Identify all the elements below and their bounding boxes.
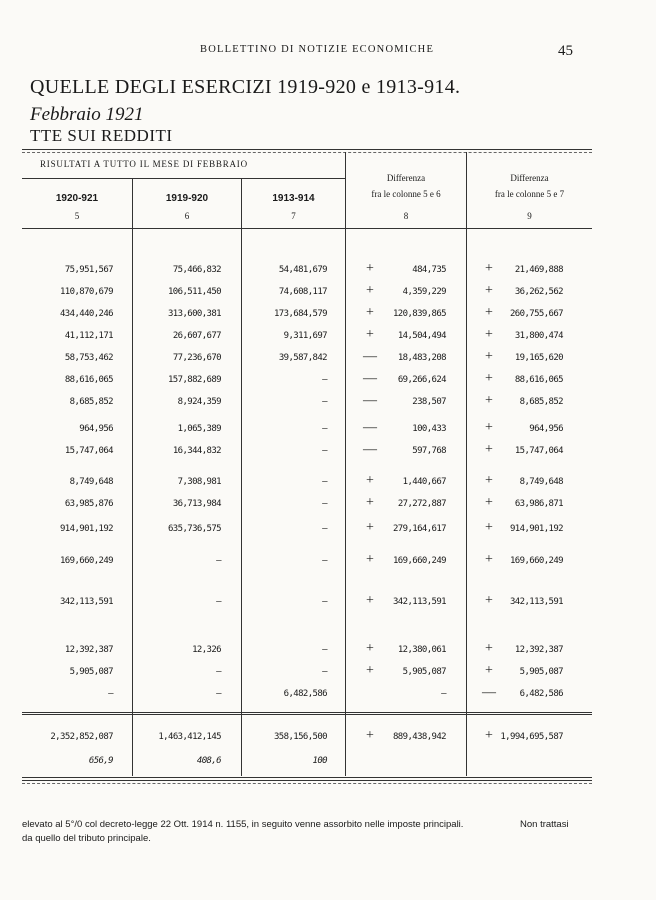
table-title: QUELLE DEGLI ESERCIZI 1919-920 e 1913-914.	[30, 76, 461, 98]
page-number: 45	[558, 43, 573, 59]
cell-diff-5-7: 36,262,562	[514, 287, 563, 297]
cell-diff-5-6: 342,113,591	[392, 597, 446, 607]
cell-diff-5-7: 21,469,888	[514, 265, 563, 275]
cell-1920-921: 2,352,852,087	[50, 732, 113, 742]
cell-1919-920: —	[216, 597, 221, 607]
cell-1913-914: 39,587,842	[278, 353, 327, 363]
footnote-line2: da quello del tributo principale.	[22, 833, 151, 844]
sign-diff-5-6: +	[366, 261, 374, 276]
sign-diff-5-7: +	[485, 283, 493, 298]
cell-diff-5-6: 69,266,624	[397, 375, 446, 385]
cell-diff-5-7: 8,685,852	[519, 397, 563, 407]
cell-1920-921: 110,870,679	[59, 287, 113, 297]
cell-1913-914: —	[322, 424, 327, 434]
cell-diff-5-6: 27,272,887	[397, 499, 446, 509]
cell-1913-914: —	[322, 375, 327, 385]
sign-diff-5-7: +	[485, 261, 493, 276]
cell-diff-5-6: 889,438,942	[392, 732, 446, 742]
cell-diff-5-6: —	[441, 689, 446, 699]
col-number-6: 6	[184, 211, 190, 221]
totals-rule	[22, 712, 592, 713]
sign-diff-5-6: +	[366, 663, 374, 678]
totals-rule-double	[22, 714, 592, 715]
cell-diff-5-6: 4,359,229	[402, 287, 446, 297]
sign-diff-5-6: —	[363, 420, 377, 435]
table-subtitle-tax: TTE SUI REDDITI	[30, 126, 173, 145]
sign-diff-5-6: —	[363, 442, 377, 457]
footnote-line1-right: Non trattasi	[520, 819, 569, 830]
cell-diff-5-7: 342,113,591	[509, 597, 563, 607]
sign-diff-5-7: +	[485, 495, 493, 510]
sign-diff-5-7: +	[485, 442, 493, 457]
cell-diff-5-7: 169,660,249	[509, 556, 563, 566]
cell-diff-5-6: 120,839,865	[392, 309, 446, 319]
cell-1920-921: 58,753,462	[64, 353, 113, 363]
cell-1920-921: 63,985,876	[64, 499, 113, 509]
col-divider	[345, 152, 346, 776]
sign-diff-5-7: +	[485, 552, 493, 567]
col-header-8-sub: fra le colonne 5 e 6	[371, 189, 441, 199]
top-rule	[22, 149, 592, 150]
cell-1919-920: 12,326	[192, 645, 221, 655]
sign-diff-5-7: +	[485, 305, 493, 320]
cell-1920-921: 75,951,567	[64, 265, 113, 275]
sign-diff-5-6: —	[363, 349, 377, 364]
sign-diff-5-6: +	[366, 641, 374, 656]
bottom-rule-dashed	[22, 783, 592, 784]
cell-1919-920: 36,713,984	[172, 499, 221, 509]
cell-diff-5-7: 88,616,065	[514, 375, 563, 385]
col-header-7: 1913-914	[272, 193, 315, 204]
bottom-rule	[22, 777, 592, 778]
cell-1920-921: 8,749,648	[69, 477, 113, 487]
cell-1913-914: —	[322, 556, 327, 566]
cell-diff-5-7: 12,392,387	[514, 645, 563, 655]
sign-diff-5-7: +	[485, 728, 493, 743]
cell-diff-5-7: 914,901,192	[509, 524, 563, 534]
cell-diff-5-7: 5,905,087	[519, 667, 563, 677]
cell-diff-5-7: 15,747,064	[514, 446, 563, 456]
col-number-5: 5	[74, 211, 80, 221]
col-number-7: 7	[291, 211, 296, 221]
col-divider	[466, 152, 467, 776]
cell-diff-5-6: 169,660,249	[392, 556, 446, 566]
sign-diff-5-7: +	[485, 327, 493, 342]
cell-1919-920: 1,463,412,145	[158, 732, 221, 742]
cell-1913-914: 6,482,586	[283, 689, 327, 699]
sign-diff-5-7: +	[485, 349, 493, 364]
sign-diff-5-6: +	[366, 728, 374, 743]
cell-diff-5-7: 8,749,648	[519, 477, 563, 487]
cell-1920-921: 15,747,064	[64, 446, 113, 456]
cell-1919-920: 8,924,359	[177, 397, 221, 407]
cell-diff-5-6: 484,735	[412, 265, 446, 275]
cell-diff-5-7: 31,800,474	[514, 331, 563, 341]
cell-diff-5-6: 238,507	[412, 397, 446, 407]
cell-diff-5-6: 279,164,617	[392, 524, 446, 534]
cell-1919-920: 26,607,677	[172, 331, 221, 341]
cell-1920-921: 169,660,249	[59, 556, 113, 566]
col-divider	[132, 178, 133, 776]
cell-diff-5-7: 1,994,695,587	[500, 732, 563, 742]
cell-1913-914: 9,311,697	[283, 331, 327, 341]
sign-diff-5-7: +	[485, 593, 493, 608]
sign-diff-5-6: +	[366, 305, 374, 320]
cell-1919-920: —	[216, 667, 221, 677]
cell-1913-914: —	[322, 446, 327, 456]
cell-1920-921: 964,956	[79, 424, 113, 434]
footnote-line1: elevato al 5°/0 col decreto-legge 22 Ott. 1914 n. 1155, in seguito venne assorbito nelle imposte principali.	[22, 819, 464, 830]
sign-diff-5-6: —	[363, 393, 377, 408]
sign-diff-5-6: +	[366, 473, 374, 488]
cell-1913-914: 358,156,500	[273, 732, 327, 742]
top-rule-dashed	[22, 152, 592, 153]
cell-diff-5-6: 100,433	[412, 424, 446, 434]
sign-diff-5-7: +	[485, 520, 493, 535]
col-header-6: 1919-920	[165, 193, 209, 204]
cell-1920-921: 5,905,087	[69, 667, 113, 677]
cell-1919-920: 635,736,575	[167, 524, 221, 534]
cell-1919-920: 157,882,689	[167, 375, 221, 385]
cell-diff-5-7: 6,482,586	[519, 689, 563, 699]
index-1913-914: 100	[312, 756, 327, 766]
sign-diff-5-7: —	[482, 685, 496, 700]
cell-1919-920: 75,466,832	[172, 265, 221, 275]
col-header-9-sub: fra le colonne 5 e 7	[494, 189, 565, 199]
sign-diff-5-6: +	[366, 593, 374, 608]
cell-1920-921: 342,113,591	[59, 597, 113, 607]
cell-diff-5-6: 597,768	[412, 446, 446, 456]
cell-diff-5-7: 19,165,620	[514, 353, 563, 363]
cell-1919-920: 106,511,450	[167, 287, 221, 297]
index-1919-920: 408,6	[196, 756, 221, 766]
cell-1913-914: —	[322, 499, 327, 509]
cell-1919-920: 7,308,981	[177, 477, 221, 487]
cell-diff-5-6: 5,905,087	[402, 667, 446, 677]
table-subtitle-date: Febbraio 1921	[30, 104, 144, 125]
cell-1913-914: —	[322, 524, 327, 534]
cell-1919-920: 16,344,832	[172, 446, 221, 456]
sign-diff-5-6: +	[366, 495, 374, 510]
sign-diff-5-7: +	[485, 473, 493, 488]
cell-1920-921: 434,440,246	[59, 309, 113, 319]
header-bottom-rule	[22, 228, 592, 229]
cell-1920-921: 88,616,065	[64, 375, 113, 385]
bottom-rule-double	[22, 780, 592, 781]
cell-1913-914: —	[322, 597, 327, 607]
sign-diff-5-6: +	[366, 283, 374, 298]
cell-1920-921: 12,392,387	[64, 645, 113, 655]
col-header-5: 1920-921	[55, 193, 99, 204]
cell-1913-914: 173,684,579	[273, 309, 327, 319]
col-divider	[241, 178, 242, 776]
sign-diff-5-7: +	[485, 663, 493, 678]
cell-diff-5-6: 1,440,667	[402, 477, 446, 487]
col-number-8: 8	[403, 211, 409, 221]
cell-1913-914: —	[322, 645, 327, 655]
cell-1913-914: —	[322, 397, 327, 407]
cell-1913-914: —	[322, 477, 327, 487]
index-1920-921: 656,9	[88, 756, 113, 766]
cell-1920-921: 41,112,171	[64, 331, 113, 341]
cell-diff-5-6: 12,380,061	[397, 645, 446, 655]
sign-diff-5-6: +	[366, 552, 374, 567]
cell-diff-5-6: 18,483,208	[397, 353, 446, 363]
sign-diff-5-7: +	[485, 420, 493, 435]
cell-1913-914: —	[322, 667, 327, 677]
journal-title: BOLLETTINO DI NOTIZIE ECONOMICHE	[200, 44, 435, 55]
cell-1920-921: 914,901,192	[59, 524, 113, 534]
cell-1919-920: 313,600,381	[167, 309, 221, 319]
cell-1913-914: 74,608,117	[278, 287, 327, 297]
cell-diff-5-7: 964,956	[529, 424, 563, 434]
sign-diff-5-7: +	[485, 393, 493, 408]
cell-diff-5-6: 14,504,494	[397, 331, 446, 341]
cell-1919-920: —	[216, 689, 221, 699]
sign-diff-5-6: +	[366, 520, 374, 535]
col-header-9: Differenza	[510, 173, 549, 183]
cell-1919-920: —	[216, 556, 221, 566]
cell-1919-920: 1,065,389	[177, 424, 221, 434]
group-header: RISULTATI A TUTTO IL MESE DI FEBBRAIO	[40, 159, 248, 169]
sign-diff-5-7: +	[485, 371, 493, 386]
group-header-rule	[22, 178, 345, 179]
cell-diff-5-7: 63,986,871	[514, 499, 563, 509]
col-header-8: Differenza	[386, 173, 426, 183]
cell-diff-5-7: 260,755,667	[509, 309, 563, 319]
cell-1920-921: —	[108, 689, 113, 699]
sign-diff-5-7: +	[485, 641, 493, 656]
cell-1913-914: 54,481,679	[278, 265, 327, 275]
sign-diff-5-6: —	[363, 371, 377, 386]
cell-1920-921: 8,685,852	[69, 397, 113, 407]
col-number-9: 9	[527, 211, 532, 221]
cell-1919-920: 77,236,670	[172, 353, 221, 363]
sign-diff-5-6: +	[366, 327, 374, 342]
